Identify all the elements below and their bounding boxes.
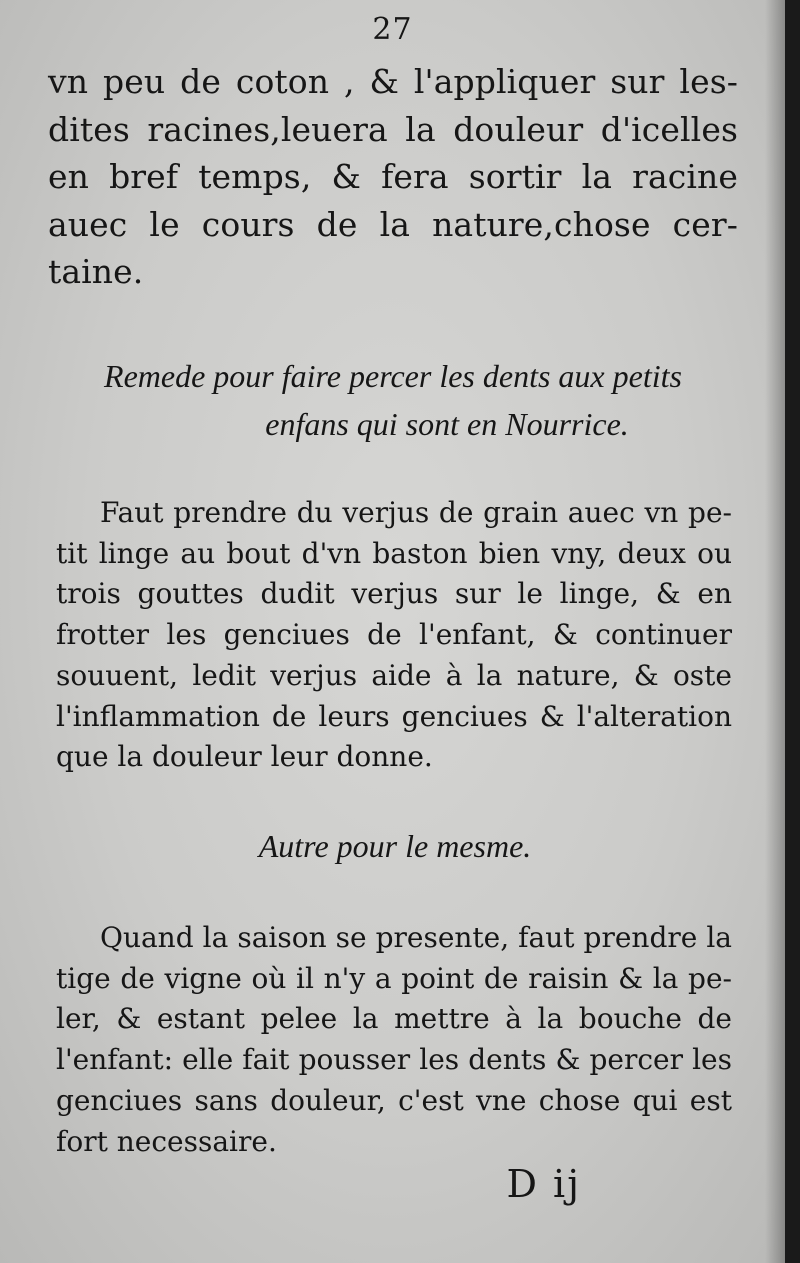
text-line: l'enfant: elle fait pousser les dents & percer les xyxy=(56,1043,732,1077)
continuation-paragraph xyxy=(48,58,738,296)
signature-mark: D ij xyxy=(506,1162,581,1206)
text-line: trois gouttes dudit verjus sur le linge, & en xyxy=(56,577,732,611)
text-line: taine. xyxy=(48,252,144,291)
text-line: Faut prendre du verjus de grain auec vn pe- xyxy=(100,496,732,529)
text-line: frotter les genciues de l'enfant, & continuer xyxy=(56,618,732,652)
text-line: ler, & estant pelee la mettre à la bouche de xyxy=(56,1002,732,1036)
heading-line: enfans qui sont en Nourrice. xyxy=(265,406,629,442)
text-line: tit linge au bout d'vn baston bien vny, deux ou xyxy=(56,536,732,570)
heading-line: Autre pour le mesme. xyxy=(258,828,532,864)
text-line: dites racines,leuera la douleur d'icelles xyxy=(48,109,738,149)
autre-paragraph xyxy=(56,918,732,1162)
text-line: souuent, ledit verjus aide à la nature, & oste xyxy=(56,658,732,692)
remede-paragraph xyxy=(56,493,732,778)
text-line: l'inflammation de leurs genciues & l'alteration xyxy=(56,699,732,733)
text-line: vn peu de coton , & l'appliquer sur les- xyxy=(48,62,738,101)
show-through-texture xyxy=(30,300,750,340)
text-line: Quand la saison se presente, faut prendre la xyxy=(100,921,732,954)
text-line: fort necessaire. xyxy=(56,1124,277,1158)
page-number: 27 xyxy=(372,12,413,47)
text-line: genciues sans douleur, c'est vne chose qui est xyxy=(56,1083,732,1117)
text-line: que la douleur leur donne. xyxy=(56,740,433,774)
section-heading-remede xyxy=(48,352,738,448)
text-line: auec le cours de la nature,chose cer- xyxy=(48,204,738,244)
text-line: en bref temps, & fera sortir la racine xyxy=(48,157,738,196)
text-line: tige de vigne où il n'y a point de raisin & la pe- xyxy=(56,961,732,995)
heading-line: Remede pour faire percer les dents aux petits xyxy=(104,358,682,394)
section-heading-autre xyxy=(48,822,738,870)
